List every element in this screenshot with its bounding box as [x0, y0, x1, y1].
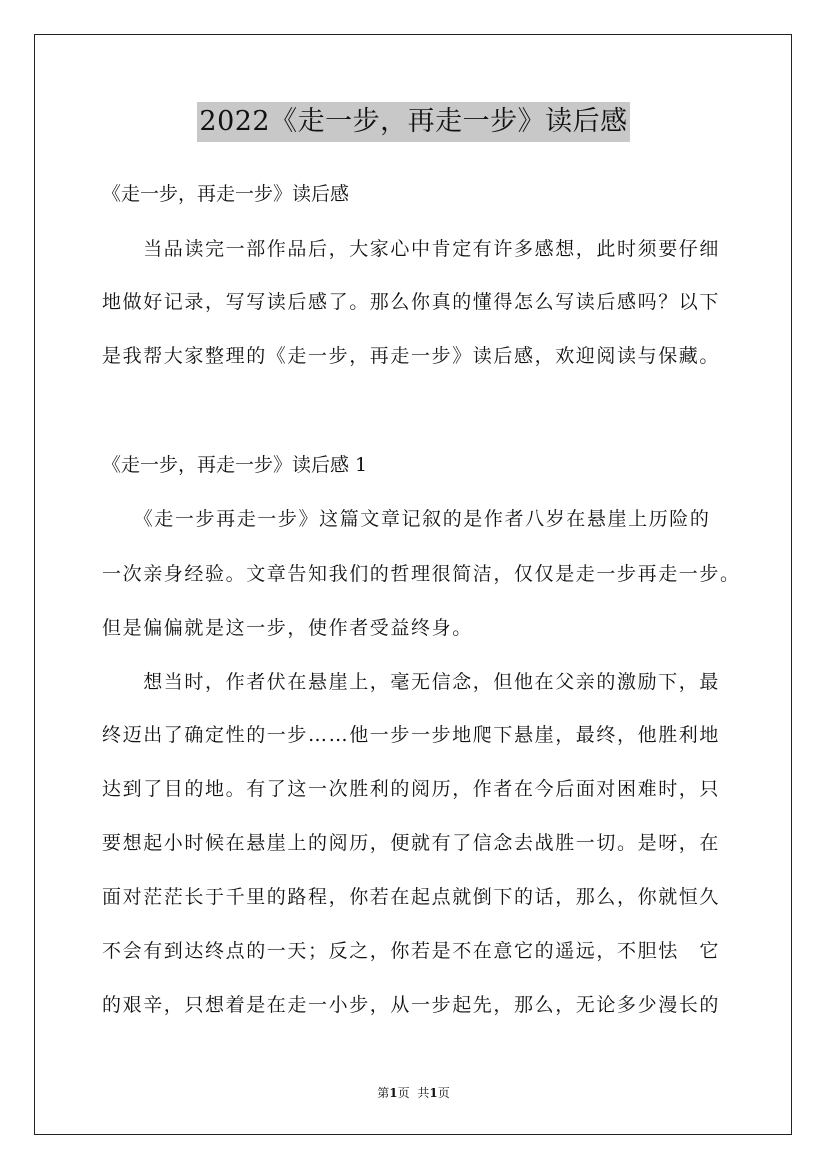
total-pages: 1 — [429, 1086, 438, 1100]
intro-line-3: 是我帮大家整理的《走一步，再走一步》读后感，欢迎阅读与保藏。 — [102, 345, 721, 367]
para2-line-4: 要想起小时候在悬崖上的阅历，便就有了信念去战胜一切。是呀，在 — [102, 832, 721, 854]
intro-line-2: 地做好记录，写写读后感了。那么你真的懂得怎么写读后感吗？以下 — [102, 291, 721, 313]
total-prefix: 共 — [417, 1086, 430, 1100]
section-heading: 《走一步，再走一步》读后感 1 — [102, 454, 368, 476]
para2-line-2: 终迈出了确定性的一步……他一步一步地爬下悬崖，最终，他胜利地 — [102, 724, 721, 746]
document-subtitle: 《走一步，再走一步》读后感 — [102, 183, 350, 205]
total-suffix: 页 — [437, 1086, 450, 1100]
para2-line-5: 面对茫茫长于千里的路程，你若在起点就倒下的话，那么，你就恒久 — [102, 886, 721, 908]
document-title: 2022《走一步，再走一步》读后感 — [197, 102, 629, 142]
page-footer — [0, 1084, 827, 1101]
page-number: 1 — [389, 1086, 398, 1100]
intro-line-1: 当品读完一部作品后，大家心中肯定有许多感想，此时须要仔细 — [102, 238, 721, 260]
page-prefix: 第 — [377, 1086, 390, 1100]
para1-line-1: 《走一步再走一步》这篇文章记叙的是作者八岁在悬崖上历险的 — [102, 508, 711, 530]
para2-line-3: 达到了目的地。有了这一次胜利的阅历，作者在今后面对困难时，只 — [102, 778, 721, 800]
para2-line-7: 的艰辛，只想着是在走一小步，从一步起先，那么，无论多少漫长的 — [102, 994, 721, 1016]
para1-line-2: 一次亲身经验。文章告知我们的哲理很简洁，仅仅是走一步再走一步。 — [102, 563, 741, 585]
page-suffix: 页 — [397, 1086, 410, 1100]
para2-line-1: 想当时，作者伏在悬崖上，毫无信念，但他在父亲的激励下，最 — [102, 671, 721, 693]
para1-line-3: 但是偏偏就是这一步，使作者受益终身。 — [102, 617, 473, 639]
title-container — [0, 102, 827, 142]
para2-line-6: 不会有到达终点的一天；反之，你若是不在意它的遥远，不胆怯 它 — [102, 940, 721, 962]
